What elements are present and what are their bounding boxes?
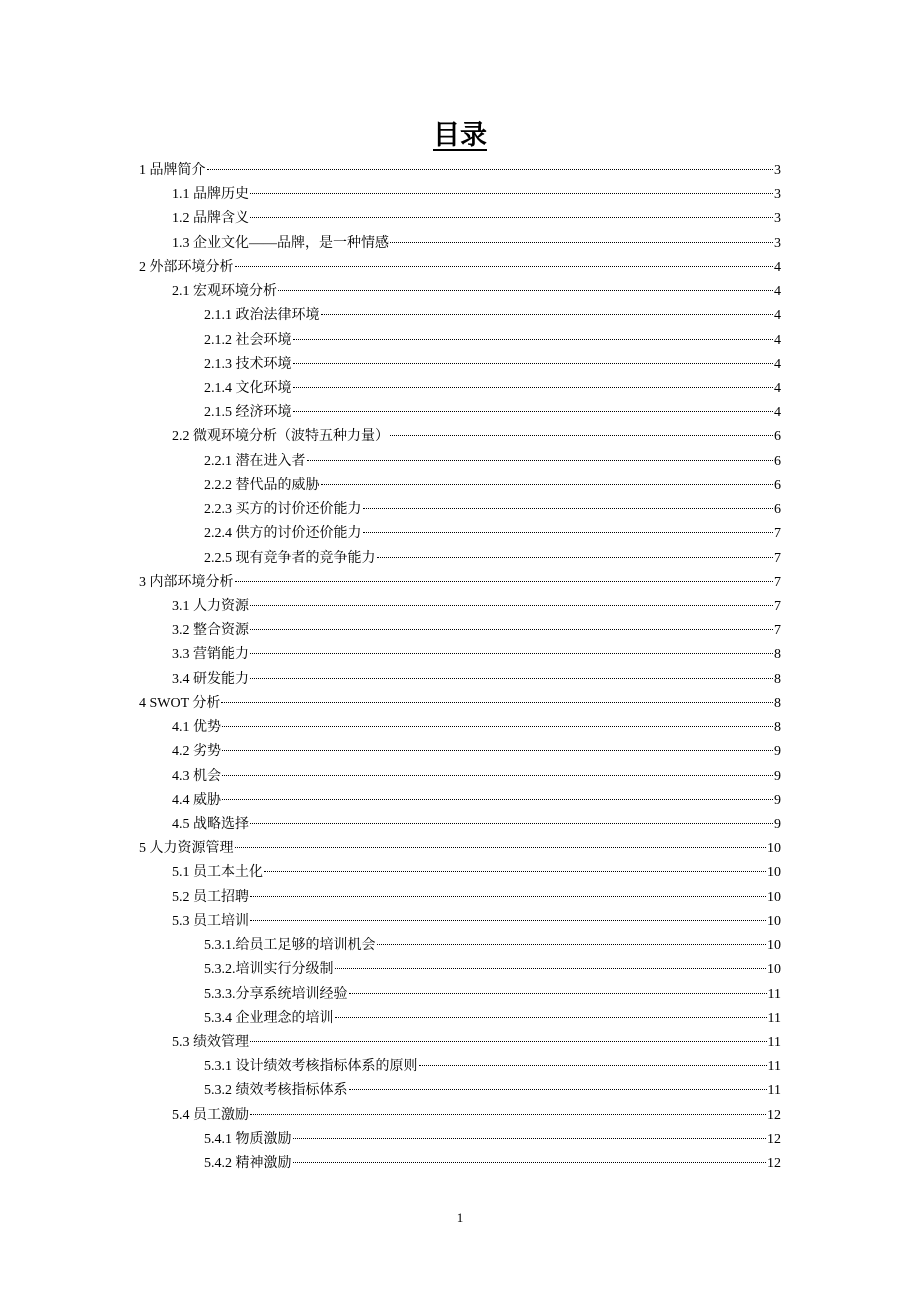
toc-entry[interactable] — [172, 911, 781, 933]
toc-entry[interactable] — [204, 959, 781, 981]
toc-entry[interactable] — [172, 717, 781, 739]
toc-entry-page: 6 — [774, 477, 781, 493]
toc-entry-label: 4.5 战略选择 — [172, 816, 249, 832]
toc-dot-leader — [235, 266, 774, 267]
toc-entry-label: 3.4 研发能力 — [172, 671, 249, 687]
toc-dot-leader — [363, 508, 774, 509]
toc-entry-label: 1.1 品牌历史 — [172, 187, 249, 203]
toc-entry-page: 4 — [774, 332, 781, 348]
toc-dot-leader — [377, 557, 774, 558]
toc-entry[interactable] — [204, 1008, 781, 1030]
toc-entry-label: 2.2.3 买方的讨价还价能力 — [204, 502, 362, 518]
toc-entry-label: 2.1.2 社会环境 — [204, 332, 292, 348]
toc-dot-leader — [419, 1065, 767, 1066]
toc-entry-label: 5.3.3.分享系统培训经验 — [204, 986, 348, 1002]
toc-entry[interactable] — [204, 451, 781, 473]
toc-dot-leader — [250, 217, 773, 218]
toc-entry-label: 2.1.5 经济环境 — [204, 405, 292, 421]
toc-entry-page: 12 — [767, 1131, 781, 1147]
toc-entry[interactable] — [172, 669, 781, 691]
toc-entry[interactable] — [204, 402, 781, 424]
toc-dot-leader — [222, 750, 773, 751]
toc-entry[interactable] — [172, 814, 781, 836]
toc-dot-leader — [250, 653, 773, 654]
toc-dot-leader — [235, 847, 767, 848]
toc-dot-leader — [293, 387, 774, 388]
toc-entry[interactable] — [172, 281, 781, 303]
toc-entry-page: 7 — [774, 623, 781, 639]
toc-entry[interactable] — [204, 305, 781, 327]
toc-entry-page: 11 — [767, 986, 781, 1002]
toc-entry[interactable] — [204, 523, 781, 545]
toc-dot-leader — [264, 871, 766, 872]
toc-dot-leader — [250, 605, 773, 606]
toc-entry-label: 2.2.4 供方的讨价还价能力 — [204, 526, 362, 542]
toc-entry[interactable] — [204, 354, 781, 376]
toc-entry-label: 4.3 机会 — [172, 768, 221, 784]
toc-entry-page: 8 — [774, 671, 781, 687]
toc-entry-label: 2.2.2 替代品的威胁 — [204, 477, 320, 493]
toc-entry[interactable] — [139, 572, 781, 594]
toc-entry-page: 4 — [774, 284, 781, 300]
toc-entry-page: 3 — [774, 211, 781, 227]
toc-entry[interactable] — [204, 378, 781, 400]
toc-entry[interactable] — [172, 1032, 781, 1054]
toc-entry-page: 11 — [767, 1083, 781, 1099]
toc-entry-page: 12 — [767, 1107, 781, 1123]
toc-entry-label: 4.4 威胁 — [172, 792, 221, 808]
toc-entry-page: 11 — [767, 1034, 781, 1050]
toc-entry[interactable] — [172, 184, 781, 206]
toc-entry-page: 6 — [774, 453, 781, 469]
toc-entry-page: 6 — [774, 502, 781, 518]
toc-dot-leader — [293, 411, 774, 412]
toc-entry[interactable] — [139, 693, 781, 715]
toc-dot-leader — [278, 290, 773, 291]
toc-entry[interactable] — [139, 160, 781, 182]
toc-entry-page: 3 — [774, 187, 781, 203]
toc-entry-label: 5.1 员工本土化 — [172, 865, 263, 881]
toc-entry-page: 7 — [774, 599, 781, 614]
toc-dot-leader — [250, 896, 766, 897]
toc-entry-label: 3.2 整合资源 — [172, 623, 249, 639]
toc-entry-page: 8 — [774, 720, 781, 736]
toc-entry-page: 4 — [774, 259, 781, 275]
toc-entry-label: 5.3 绩效管理 — [172, 1034, 249, 1050]
toc-entry-label: 2.1 宏观环境分析 — [172, 284, 277, 300]
toc-dot-leader — [250, 193, 773, 194]
toc-dot-leader — [250, 678, 773, 679]
toc-entry-label: 5.3.2 绩效考核指标体系 — [204, 1083, 348, 1099]
toc-entry-label: 5.2 员工招聘 — [172, 889, 249, 905]
toc-entry-label: 5 人力资源管理 — [139, 841, 234, 857]
toc-entry-page: 11 — [767, 1059, 781, 1075]
toc-entry-label: 2.2.1 潜在进入者 — [204, 453, 306, 469]
toc-dot-leader — [293, 363, 774, 364]
toc-entry-page: 9 — [774, 744, 781, 760]
toc-entry-page: 4 — [774, 405, 781, 421]
toc-dot-leader — [293, 1138, 767, 1139]
toc-entry-label: 2.1.1 政治法律环境 — [204, 308, 320, 324]
toc-entry[interactable] — [172, 790, 781, 812]
toc-entry-label: 3.3 营销能力 — [172, 647, 249, 663]
toc-entry-page: 9 — [774, 768, 781, 784]
toc-entry-page: 10 — [767, 841, 781, 857]
toc-entry[interactable] — [139, 257, 781, 279]
toc-entry[interactable] — [172, 233, 781, 255]
toc-entry-label: 4.2 劣势 — [172, 744, 221, 760]
toc-entry-page: 8 — [774, 695, 781, 711]
toc-entry-label: 5.3.2.培训实行分级制 — [204, 962, 334, 978]
toc-dot-leader — [250, 823, 773, 824]
toc-entry-label: 1 品牌简介 — [139, 163, 206, 178]
toc-dot-leader — [293, 339, 774, 340]
toc-dot-leader — [335, 968, 767, 969]
toc-entry[interactable] — [172, 596, 781, 618]
toc-dot-leader — [222, 726, 773, 727]
toc-entry-page: 7 — [774, 574, 781, 590]
toc-entry[interactable] — [204, 1056, 781, 1078]
toc-entry-label: 4.1 优势 — [172, 720, 221, 736]
toc-entry[interactable] — [172, 741, 781, 763]
toc-entry[interactable] — [204, 1153, 781, 1175]
toc-entry[interactable] — [172, 426, 781, 448]
toc-dot-leader — [349, 993, 767, 994]
toc-title — [0, 116, 920, 156]
toc-dot-leader — [235, 581, 774, 582]
toc-entry-page: 4 — [774, 356, 781, 372]
toc-entry[interactable] — [172, 620, 781, 642]
toc-entry[interactable] — [172, 644, 781, 666]
toc-entry-page: 8 — [774, 647, 781, 663]
toc-entry[interactable] — [204, 984, 781, 1006]
toc-entry[interactable] — [172, 862, 781, 884]
toc-dot-leader — [377, 944, 767, 945]
toc-dot-leader — [293, 1162, 767, 1163]
toc-entry-page: 11 — [767, 1010, 781, 1026]
page-footer — [0, 1208, 920, 1228]
toc-entry-label: 5.4 员工激励 — [172, 1107, 249, 1123]
toc-entry-label: 2.1.4 文化环境 — [204, 381, 292, 396]
toc-entry[interactable] — [172, 1105, 781, 1127]
toc-dot-leader — [250, 1114, 766, 1115]
toc-entry-label: 2.1.3 技术环境 — [204, 356, 292, 372]
toc-entry-page: 6 — [774, 429, 781, 445]
toc-entry-label: 5.3 员工培训 — [172, 913, 249, 929]
toc-entry-label: 5.3.4 企业理念的培训 — [204, 1010, 334, 1026]
toc-dot-leader — [222, 799, 773, 800]
toc-dot-leader — [222, 775, 773, 776]
toc-entry-page: 9 — [774, 792, 781, 808]
toc-entry[interactable] — [204, 1080, 781, 1102]
toc-entry-label: 5.4.1 物质激励 — [204, 1131, 292, 1147]
toc-entry[interactable] — [204, 935, 781, 957]
toc-entry-label: 2.2.5 现有竞争者的竞争能力 — [204, 550, 376, 566]
toc-dot-leader — [221, 702, 773, 703]
toc-entry-label: 5.3.1.给员工足够的培训机会 — [204, 938, 376, 953]
toc-dot-leader — [250, 629, 773, 630]
toc-entry[interactable] — [204, 330, 781, 352]
toc-entry-label: 2 外部环境分析 — [139, 259, 234, 275]
toc-entry-page: 10 — [767, 889, 781, 905]
toc-entry[interactable] — [172, 887, 781, 909]
toc-dot-leader — [321, 314, 774, 315]
toc-entry-label: 1.3 企业文化——品牌，是一种情感 — [172, 235, 389, 251]
toc-entry[interactable] — [204, 548, 781, 570]
toc-entry-page: 10 — [767, 913, 781, 929]
toc-entry-page: 4 — [774, 381, 781, 396]
toc-entry-page: 10 — [767, 938, 781, 953]
toc-entry-label: 1.2 品牌含义 — [172, 211, 249, 227]
toc-entry[interactable] — [204, 1129, 781, 1151]
toc-entry-label: 3 内部环境分析 — [139, 574, 234, 590]
toc-entry-page: 10 — [767, 962, 781, 978]
toc-dot-leader — [349, 1089, 767, 1090]
toc-dot-leader — [321, 484, 774, 485]
toc-entry[interactable] — [172, 208, 781, 230]
toc-dot-leader — [250, 920, 766, 921]
toc-dot-leader — [250, 1041, 767, 1042]
toc-entry[interactable] — [204, 499, 781, 521]
toc-entry-page: 9 — [774, 816, 781, 832]
toc-entry-page: 7 — [774, 550, 781, 566]
toc-entry-label: 2.2 微观环境分析（波特五种力量） — [172, 429, 389, 445]
toc-entry-page: 3 — [774, 163, 781, 178]
toc-entry-label: 5.3.1 设计绩效考核指标体系的原则 — [204, 1059, 418, 1075]
toc-entry-page: 4 — [774, 308, 781, 324]
toc-entry[interactable] — [139, 838, 781, 860]
toc-entry-label: 5.4.2 精神激励 — [204, 1156, 292, 1171]
toc-entry-page: 7 — [774, 526, 781, 542]
toc-entry-label: 3.1 人力资源 — [172, 599, 249, 614]
toc-dot-leader — [335, 1017, 767, 1018]
toc-entry-page: 10 — [767, 865, 781, 881]
toc-dot-leader — [390, 435, 773, 436]
toc-entry-label: 4 SWOT 分析 — [139, 695, 221, 711]
toc-dot-leader — [390, 242, 773, 243]
page-number: 1 — [456, 1210, 464, 1225]
toc-title-text: 目录 — [433, 120, 487, 151]
toc-entry[interactable] — [172, 766, 781, 788]
toc-dot-leader — [307, 460, 774, 461]
toc-dot-leader — [363, 532, 774, 533]
toc-entry[interactable] — [204, 475, 781, 497]
toc-entry-page: 12 — [767, 1156, 781, 1171]
toc-entry-page: 3 — [774, 235, 781, 251]
toc-dot-leader — [207, 169, 774, 170]
